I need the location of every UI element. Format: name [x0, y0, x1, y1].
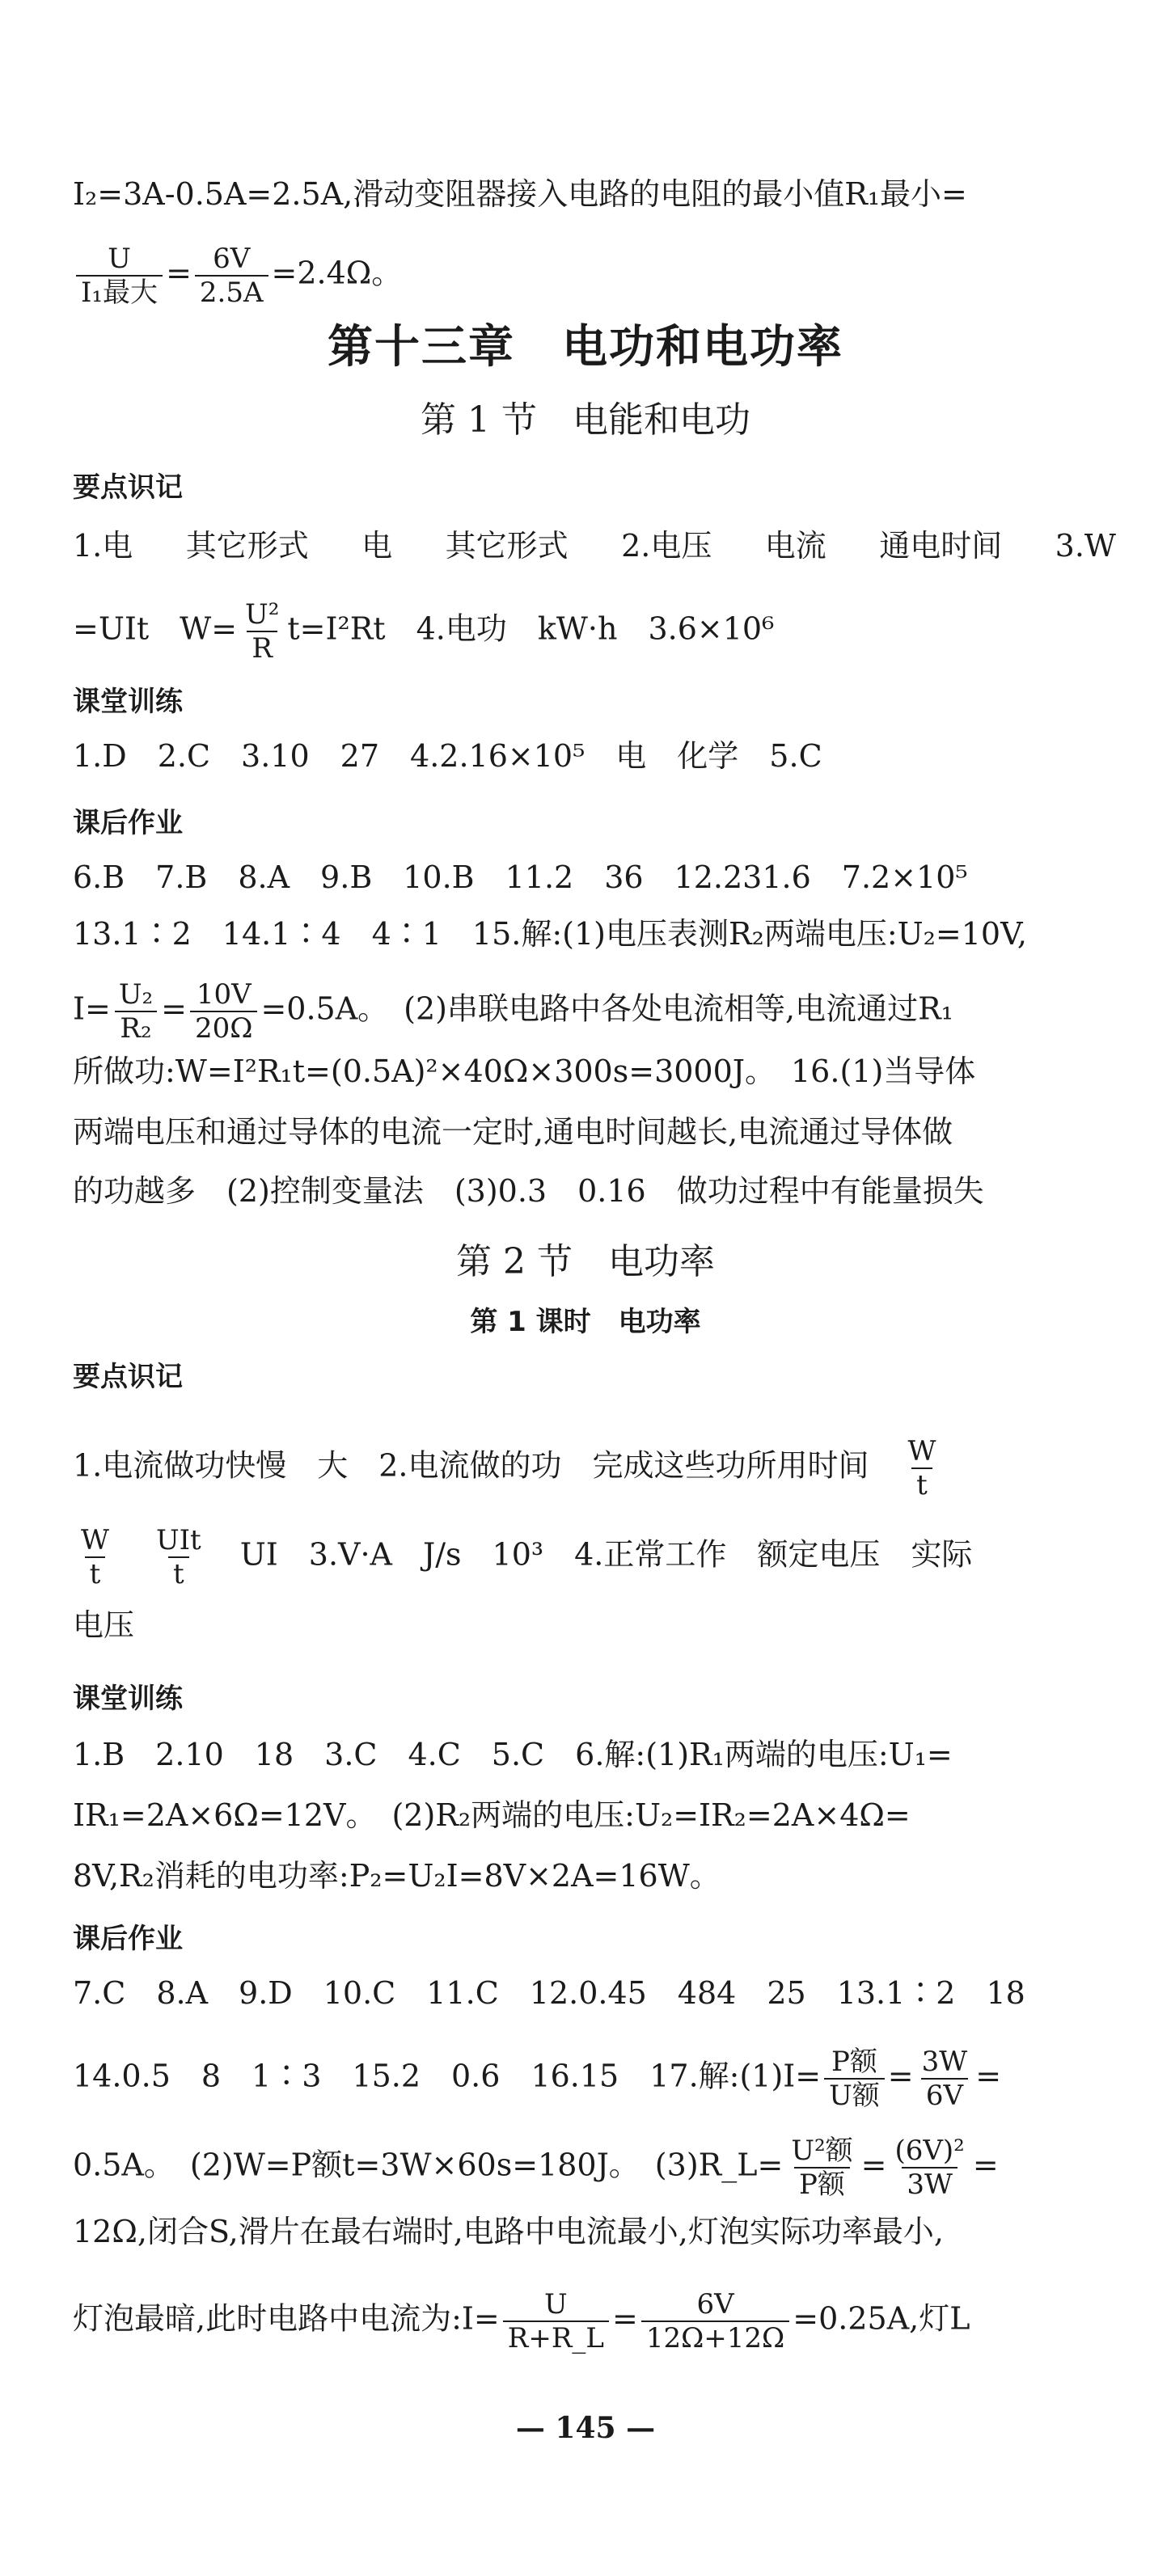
class-training-line-2: IR₁=2A×6Ω=12V。 (2)R₂两端的电压:U₂=IR₂=2A×4Ω= [73, 1797, 911, 1833]
heading-key-points: 要点识记 [73, 1361, 183, 1393]
fraction: $\frac{W}{t}$ [907, 1435, 936, 1501]
fraction: P额 U额 [824, 2046, 885, 2112]
page-number: — 145 — [515, 2411, 656, 2445]
key-points-line-1: 1.电 其它形式 电 其它形式 2.电压 电流 通电时间 3.W [73, 528, 1116, 564]
homework-line-4: 12Ω,闭合S,滑片在最右端时,电路中电流最小,灯泡实际功率最小, [73, 2214, 944, 2249]
section-title-1: 第 1 节 电能和电功 [421, 399, 750, 441]
intro-line-2: U I₁最大 = $\frac{6V}{2.5A}$ =2.4Ω。 [73, 243, 1116, 309]
fraction: U²额 P额 [791, 2135, 853, 2201]
chapter-title: 第十三章 电功和电功率 [328, 321, 843, 374]
class-training-line-3: 8V,R₂消耗的电功率:P₂=U₂I=8V×2A=16W。 [73, 1858, 721, 1894]
key-points-line-1: 1.电流做功快慢 大 2.电流做的功 完成这些功所用时间 $\frac{W}{t}$ [73, 1435, 1116, 1501]
fraction: $\frac{W}{t}$ [81, 1524, 109, 1590]
section-title-2: 第 2 节 电功率 [456, 1241, 715, 1282]
fraction: $\frac{U}{R+R\_L}$ [503, 2288, 609, 2354]
fraction: $\frac{6V}{12\Omega+12\Omega}$ [641, 2288, 789, 2354]
fraction: $\frac{\text{(6V)²}}{3W}$ [894, 2135, 965, 2201]
homework-line-1: 6.B 7.B 8.A 9.B 10.B 11.2 36 12.231.6 7.2×10⁵ [73, 859, 968, 895]
fraction: $\frac{\text{U₂}}{\text{R₂}}$ [114, 978, 158, 1045]
key-points-line-2: $\frac{W}{t}$ UIt t UI 3.V·A J/s 10³ 4.正常工作 额定电压 实际 [73, 1524, 1116, 1590]
homework-line-2: 14.0.5 8 1∶3 15.2 0.6 16.15 17.解:(1)I= P额 U额 = $\frac{3W}{6V}$ = [73, 2046, 1002, 2112]
fraction: $\frac{3W}{6V}$ [921, 2046, 968, 2112]
heading-homework: 课后作业 [73, 807, 183, 839]
fraction: UIt t [155, 1524, 201, 1590]
intro-line-1: I₂=3A-0.5A=2.5A,滑动变阻器接入电路的电阻的最小值R₁最小= [73, 176, 967, 212]
heading-key-points: 要点识记 [73, 471, 183, 504]
homework-line-3: I= $\frac{\text{U₂}}{\text{R₂}}$ = $\frac{10V}{20\Omega}$ =0.5A。 (2)串联电路中各处电流相等,电流通过R₁ [73, 978, 953, 1045]
fraction: $\frac{10V}{20\Omega}$ [190, 978, 257, 1045]
fraction: $\frac{\text{U²}}{R}$ [245, 598, 280, 665]
heading-class-training: 课堂训练 [73, 686, 183, 718]
homework-line-5: 两端电压和通过导体的电流一定时,通电时间越长,电流通过导体做 [73, 1114, 953, 1150]
lesson-title: 第 1 课时 电功率 [470, 1306, 701, 1338]
fraction: $\frac{6V}{2.5A}$ [195, 243, 268, 309]
class-training-line-1: 1.B 2.10 18 3.C 4.C 5.C 6.解:(1)R₁两端的电压:U₁= [73, 1737, 953, 1772]
heading-homework: 课后作业 [73, 1923, 183, 1955]
homework-line-3: 0.5A。 (2)W=P额t=3W×60s=180J。 (3)R_L= U²额 P额 = $\frac{\text{(6V)²}}{3W}$ = [73, 2135, 999, 2201]
heading-class-training: 课堂训练 [73, 1683, 183, 1715]
homework-line-5: 灯泡最暗,此时电路中电流为:I= $\frac{U}{R+R\_L}$ = $\frac{6V}{12\Omega+12\Omega}$ =0.25A,灯L [73, 2288, 970, 2354]
class-training-line-1: 1.D 2.C 3.10 27 4.2.16×10⁵ 电 化学 5.C [73, 738, 822, 774]
fraction: U I₁最大 [76, 243, 163, 309]
homework-line-2: 13.1∶2 14.1∶4 4∶1 15.解:(1)电压表测R₂两端电压:U₂=10V, [73, 916, 1027, 952]
key-points-line-3: 电压 [73, 1607, 135, 1643]
key-points-line-2: =UIt W= $\frac{\text{U²}}{R}$ t=I²Rt 4.电功 kW·h 3.6×10⁶ [73, 598, 775, 665]
homework-line-1: 7.C 8.A 9.D 10.C 11.C 12.0.45 484 25 13.1∶2 18 [73, 1975, 1025, 2011]
homework-line-4: 所做功:W=I²R₁t=(0.5A)²×40Ω×300s=3000J。 16.(1)当导体 [73, 1054, 976, 1089]
homework-line-6: 的功越多 (2)控制变量法 (3)0.3 0.16 做功过程中有能量损失 [73, 1173, 984, 1209]
